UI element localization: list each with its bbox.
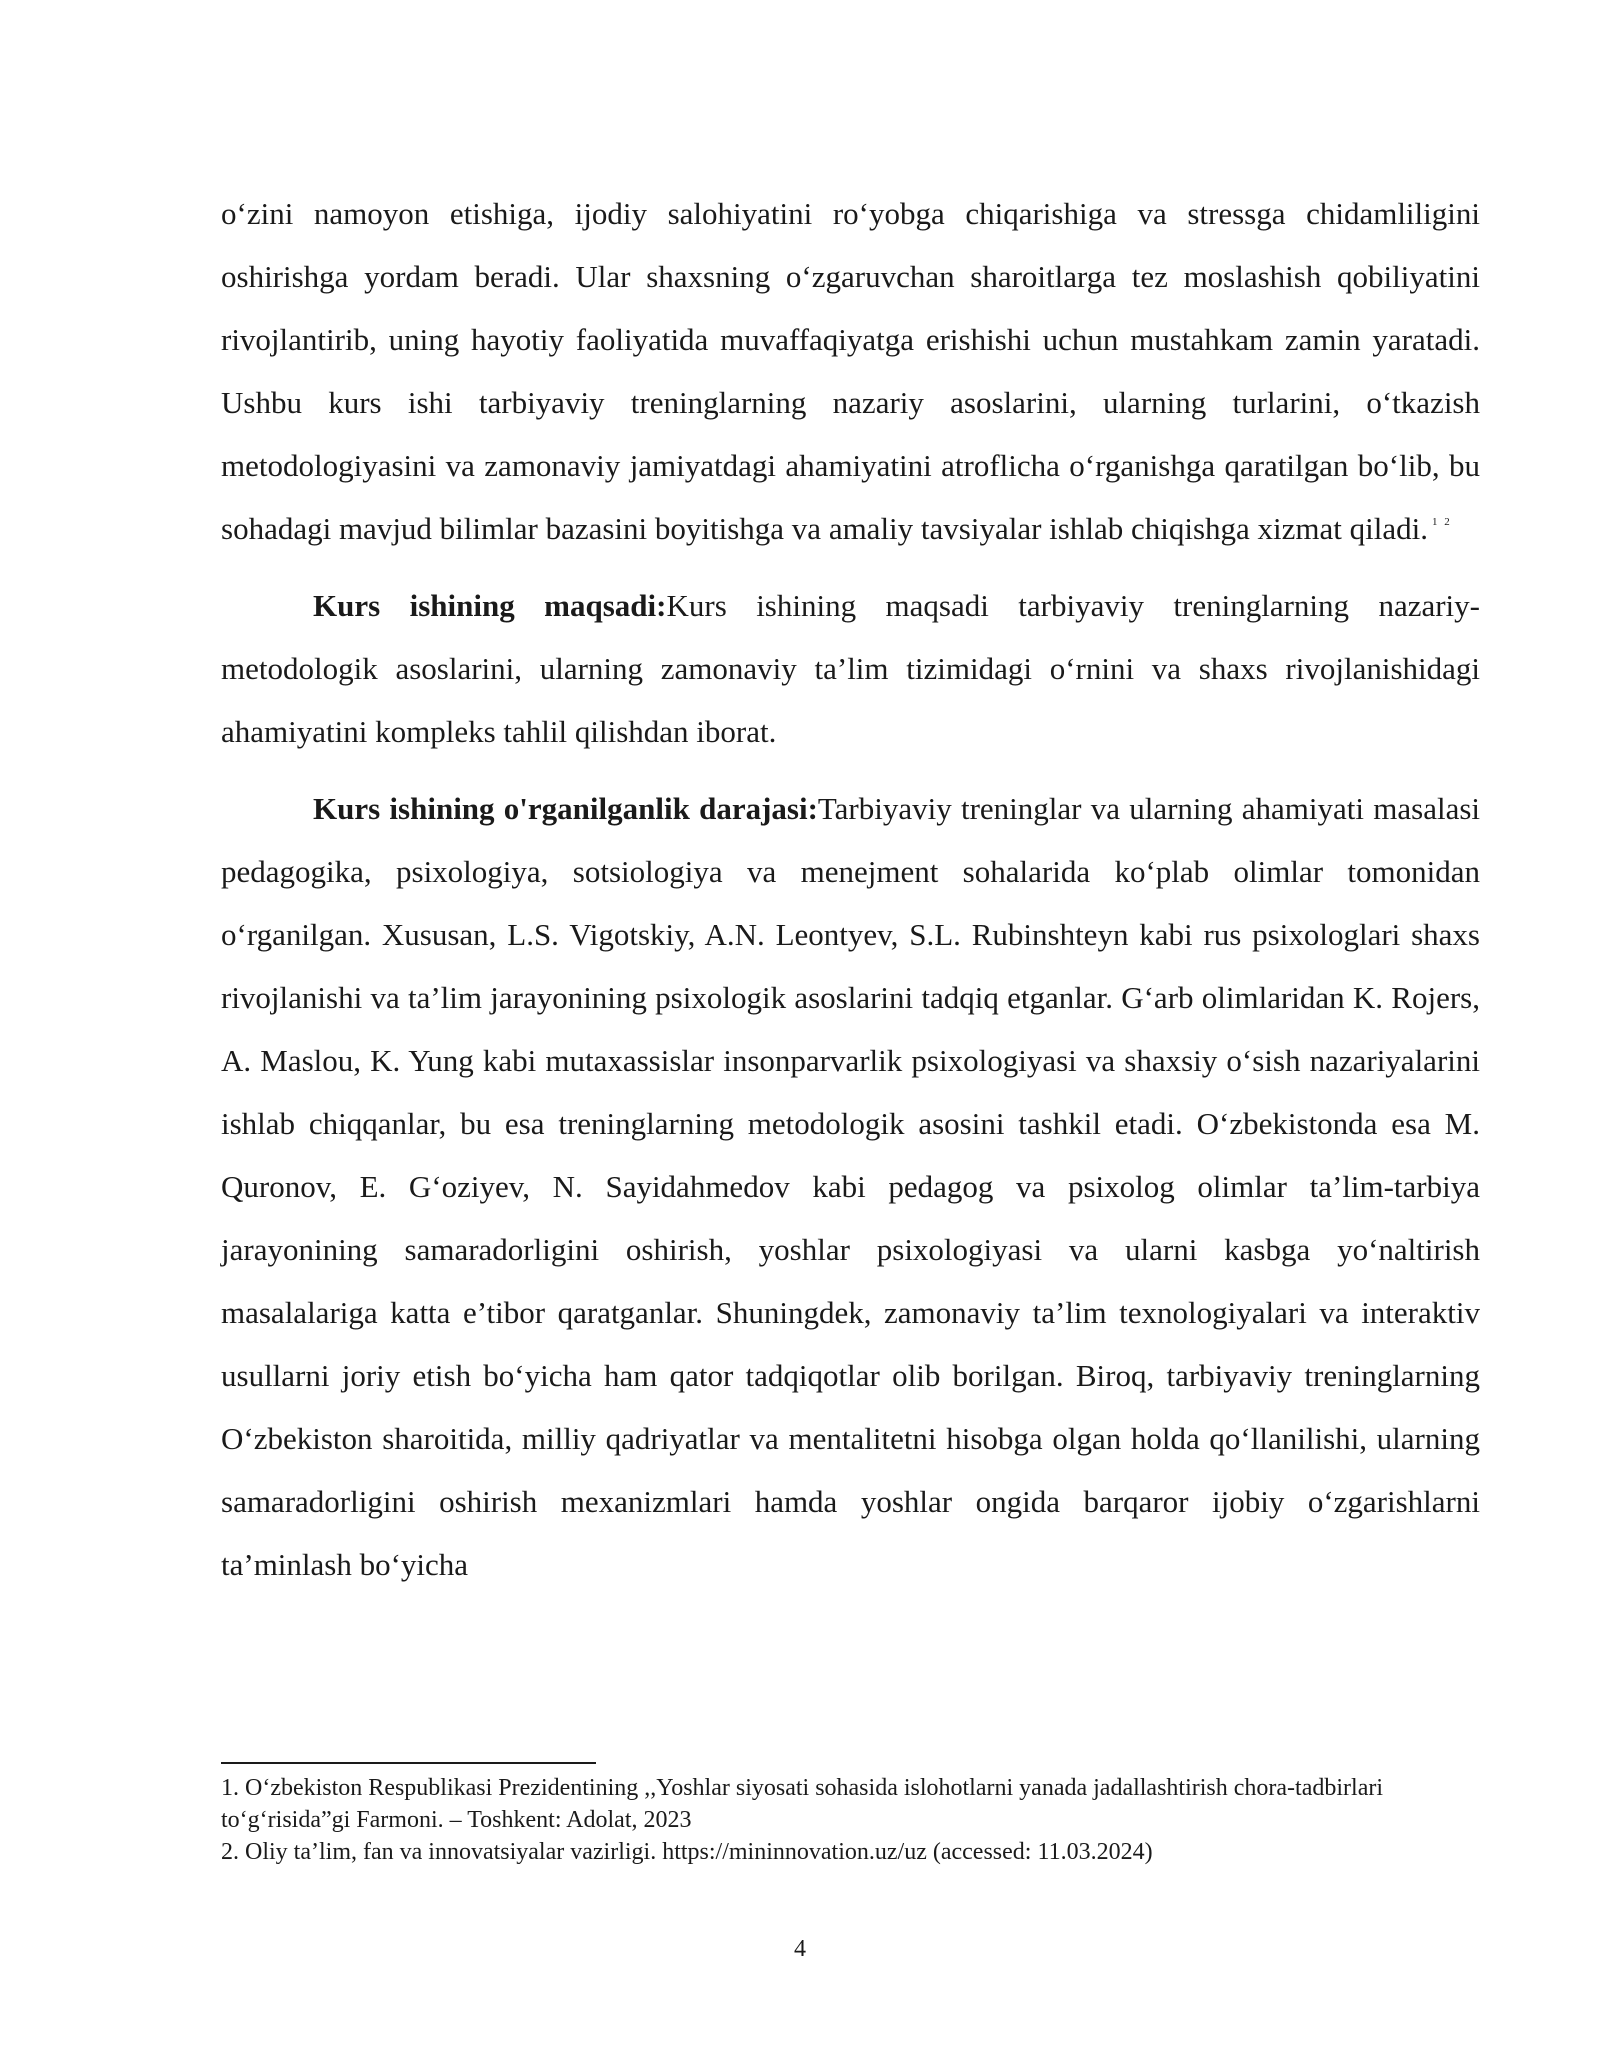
page-number: 4 (794, 1936, 806, 1962)
paragraph-course-goal (221, 574, 1480, 763)
paragraph-intro-continuation (221, 182, 1480, 560)
paragraph-text: oʻzini namoyon etishiga, ijodiy salohiyatini roʻyobga chiqarishiga va stressga chidamliligini oshirishga yordam beradi. Ular shaxsning oʻzgaruvchan sharoitlarga tez moslashish qobiliyatini rivojlantirib, uning hayotiy faoliyatida muvaffaqiyatga erishishi uchun mustahkam zamin yaratadi. Ushbu kurs ishi tarbiyaviy treninglarning nazariy asoslarini, ularning turlarini, oʻtkazish metodologiyasini va zamonaviy jamiyatdagi ahamiyatini atroflicha oʻrganishga qaratilgan boʻlib, bu sohadagi mavjud bilimlar bazasini boyitishga va amaliy tavsiyalar ishlab chiqishga xizmat qiladi. (221, 196, 1480, 546)
body-text (221, 182, 1480, 1596)
footnote-separator (221, 1762, 596, 1764)
paragraph-heading: Kurs ishining maqsadi: (313, 588, 667, 623)
paragraph-heading: Kurs ishining o'rganilganlik darajasi: (313, 791, 818, 826)
footnote-2: 2. Oliy ta’lim, fan va innovatsiyalar vazirligi. https://mininnovation.uz/uz (accessed: 11.03.2024) (221, 1839, 1153, 1865)
footnotes (221, 1772, 1480, 1868)
footnote-1: 1. Oʻzbekiston Respublikasi Prezidentining ,,Yoshlar siyosati sohasida islohotlarni yanada jadallashtirish chora-tadbirlari toʻgʻrisida”gi Farmoni. – Toshkent: Adolat, 2023 (221, 1775, 1384, 1833)
paragraph-text: Kurs ishining maqsadi tarbiyaviy treninglarning nazariy-metodologik asoslarini, ularning zamonaviy ta’lim tizimidagi oʻrnini va shaxs rivojlanishidagi ahamiyatini kompleks tahlil qilishdan iborat. (221, 588, 1480, 749)
paragraph-text: Tarbiyaviy treninglar va ularning ahamiyati masalasi pedagogika, psixologiya, sotsiologiya va menejment sohalarida koʻplab olimlar tomonidan oʻrganilgan. Xususan, L.S. Vigotskiy, A.N. Leontyev, S.L. Rubinshteyn kabi rus psixologlari shaxs rivojlanishi va ta’lim jarayonining psixologik asoslarini tadqiq etganlar. Gʻarb olimlaridan K. Rojers, A. Maslou, K. Yung kabi mutaxassislar insonparvarlik psixologiyasi va shaxsiy oʻsish nazariyalarini ishlab chiqqanlar, bu esa treninglarning metodologik asosini tashkil etadi. Oʻzbekistonda esa M. Quronov, E. Gʻoziyev, N. Sayidahmedov kabi pedagog va psixolog olimlar ta’lim-tarbiya jarayonining samaradorligini oshirish, yoshlar psixologiyasi va ularni kasbga yoʻnaltirish masalalariga katta e’tibor qaratganlar. Shuningdek, zamonaviy ta’lim texnologiyalari va interaktiv usullarni joriy etish boʻyicha ham qator tadqiqotlar olib borilgan. Biroq, tarbiyaviy treninglarning Oʻzbekiston sharoitida, milliy qadriyatlar va mentalitetni hisobga olgan holda qoʻllanilishi, ularning samaradorligini oshirish mexanizmlari hamda yoshlar ongida barqaror ijobiy oʻzgarishlarni ta’minlash boʻyicha (221, 791, 1480, 1582)
paragraph-study-level (221, 777, 1480, 1596)
footnote-reference[interactable]: 1 2 (1432, 516, 1452, 528)
